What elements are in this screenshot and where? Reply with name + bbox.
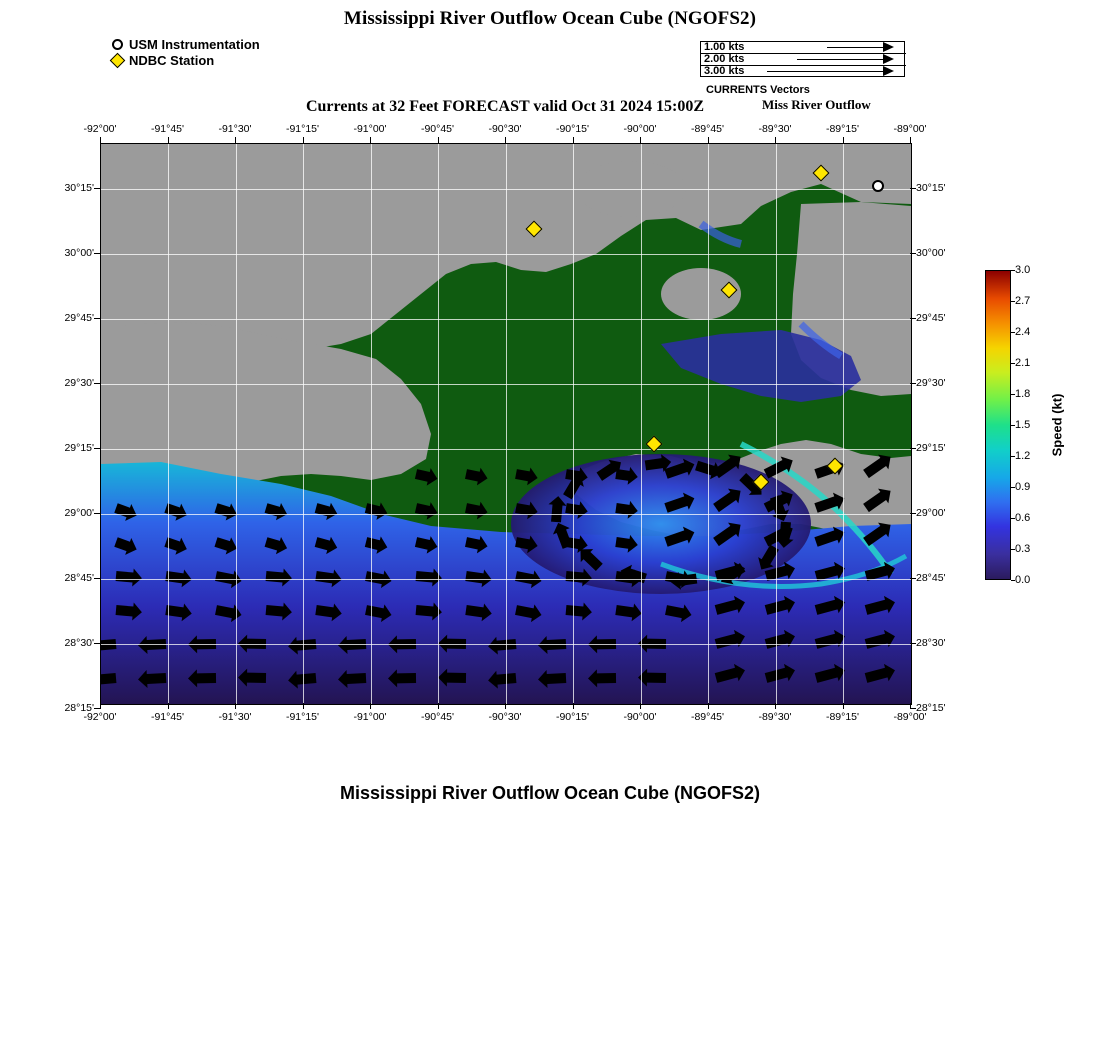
vector-arrow-head-icon-3 bbox=[883, 66, 894, 76]
colorbar-tick-label: 0.9 bbox=[1015, 481, 1031, 493]
colorbar-tick-label: 2.4 bbox=[1015, 326, 1031, 338]
colorbar-tick-label: 2.7 bbox=[1015, 295, 1031, 307]
x-tick-mark bbox=[910, 137, 911, 143]
x-tick-mark bbox=[505, 703, 506, 709]
x-tick-mark bbox=[505, 137, 506, 143]
vector-arrow-head-icon-2 bbox=[883, 54, 894, 64]
map-layers bbox=[101, 144, 911, 704]
y-tick-label: 29°30' bbox=[64, 377, 94, 389]
gridline-vertical bbox=[303, 144, 304, 704]
x-tick-mark bbox=[573, 137, 574, 143]
gridline-vertical bbox=[236, 144, 237, 704]
vector-arrow-shaft-1 bbox=[827, 47, 887, 48]
x-tick-mark bbox=[370, 137, 371, 143]
x-tick-label: -92°00' bbox=[83, 711, 117, 723]
gridline-vertical bbox=[438, 144, 439, 704]
y-tick-mark bbox=[94, 708, 100, 709]
x-tick-mark bbox=[775, 137, 776, 143]
colorbar-tick-label: 0.6 bbox=[1015, 512, 1031, 524]
usm-instrumentation-1[interactable] bbox=[872, 180, 884, 192]
x-tick-mark bbox=[168, 137, 169, 143]
y-tick-label: 28°45' bbox=[64, 572, 94, 584]
gridline-vertical bbox=[708, 144, 709, 704]
gridline-horizontal bbox=[101, 644, 911, 645]
y-tick-mark bbox=[94, 643, 100, 644]
gridline-horizontal bbox=[101, 579, 911, 580]
x-tick-mark bbox=[640, 703, 641, 709]
gridline-vertical bbox=[168, 144, 169, 704]
y-tick-mark bbox=[94, 513, 100, 514]
x-tick-label: -89°00' bbox=[893, 123, 927, 135]
legend-usm-label: USM Instrumentation bbox=[129, 37, 260, 52]
y-tick-mark bbox=[910, 513, 916, 514]
x-tick-mark bbox=[303, 137, 304, 143]
gridline-horizontal bbox=[101, 449, 911, 450]
legend-ndbc-label: NDBC Station bbox=[129, 53, 215, 68]
y-tick-mark bbox=[910, 188, 916, 189]
gridline-horizontal bbox=[101, 514, 911, 515]
vector-scale-key bbox=[700, 41, 905, 77]
x-tick-label: -89°45' bbox=[690, 123, 725, 135]
y-tick-mark bbox=[94, 188, 100, 189]
y-tick-mark bbox=[910, 708, 916, 709]
vector-key-row-3 bbox=[701, 66, 906, 78]
x-tick-label: -90°15' bbox=[555, 711, 590, 723]
y-tick-label: 29°15' bbox=[916, 442, 946, 454]
colorbar-tick-mark bbox=[1011, 363, 1015, 364]
corner-label: Miss River Outflow bbox=[762, 97, 871, 112]
x-tick-label: -91°15' bbox=[285, 711, 320, 723]
y-tick-label: 28°15' bbox=[64, 702, 94, 714]
y-tick-label: 30°00' bbox=[916, 247, 946, 259]
x-tick-label: -89°00' bbox=[893, 711, 927, 723]
x-tick-label: -90°45' bbox=[420, 711, 455, 723]
x-tick-label: -90°30' bbox=[488, 711, 522, 723]
colorbar-tick-mark bbox=[1011, 487, 1015, 488]
y-tick-mark bbox=[910, 318, 916, 319]
x-tick-mark bbox=[708, 703, 709, 709]
x-tick-mark bbox=[370, 703, 371, 709]
x-tick-label: -91°15' bbox=[285, 123, 320, 135]
x-tick-mark bbox=[100, 137, 101, 143]
x-tick-mark bbox=[640, 137, 641, 143]
x-tick-mark bbox=[438, 137, 439, 143]
x-tick-mark bbox=[843, 137, 844, 143]
y-tick-mark bbox=[94, 253, 100, 254]
x-tick-label: -91°00' bbox=[353, 123, 387, 135]
bottom-title: Mississippi River Outflow Ocean Cube (NGOFS2) bbox=[339, 783, 761, 803]
y-tick-label: 30°00' bbox=[64, 247, 94, 259]
gridline-horizontal bbox=[101, 384, 911, 385]
x-tick-label: -90°45' bbox=[420, 123, 455, 135]
x-tick-mark bbox=[843, 703, 844, 709]
gridline-vertical bbox=[371, 144, 372, 704]
y-tick-label: 29°15' bbox=[64, 442, 94, 454]
colorbar-tick-label: 1.8 bbox=[1015, 388, 1031, 400]
diamond-marker-icon bbox=[110, 53, 126, 69]
x-tick-label: -91°30' bbox=[218, 711, 252, 723]
x-tick-label: -89°30' bbox=[758, 123, 792, 135]
x-tick-label: -92°00' bbox=[83, 123, 117, 135]
gridline-vertical bbox=[506, 144, 507, 704]
gridline-vertical bbox=[843, 144, 844, 704]
map-canvas[interactable] bbox=[100, 143, 912, 705]
legend-item-ndbc bbox=[112, 53, 214, 68]
vector-arrow-shaft-3 bbox=[767, 71, 887, 72]
x-tick-label: -90°00' bbox=[623, 123, 657, 135]
colorbar-tick-label: 0.0 bbox=[1015, 574, 1031, 586]
colorbar-tick-mark bbox=[1011, 425, 1015, 426]
x-tick-mark bbox=[708, 137, 709, 143]
x-tick-label: -91°45' bbox=[150, 711, 185, 723]
y-tick-label: 29°45' bbox=[916, 312, 946, 324]
y-tick-mark bbox=[910, 643, 916, 644]
colorbar-gradient bbox=[985, 270, 1011, 580]
y-tick-label: 29°45' bbox=[64, 312, 94, 324]
colorbar-tick-mark bbox=[1011, 580, 1015, 581]
colorbar-tick-label: 1.5 bbox=[1015, 419, 1031, 431]
y-tick-mark bbox=[94, 578, 100, 579]
x-tick-mark bbox=[303, 703, 304, 709]
colorbar-tick-mark bbox=[1011, 270, 1015, 271]
colorbar-tick-label: 0.3 bbox=[1015, 543, 1031, 555]
vector-arrow-head-icon-1 bbox=[883, 42, 894, 52]
y-tick-mark bbox=[910, 578, 916, 579]
x-tick-label: -89°15' bbox=[825, 123, 860, 135]
gridline-horizontal bbox=[101, 254, 911, 255]
x-tick-label: -91°00' bbox=[353, 711, 387, 723]
y-tick-label: 29°30' bbox=[916, 377, 946, 389]
y-tick-label: 29°00' bbox=[64, 507, 94, 519]
x-tick-label: -90°00' bbox=[623, 711, 657, 723]
x-tick-label: -91°30' bbox=[218, 123, 252, 135]
gridline-vertical bbox=[573, 144, 574, 704]
y-tick-mark bbox=[94, 318, 100, 319]
x-tick-mark bbox=[235, 703, 236, 709]
vector-key-label-3: 3.00 kts bbox=[704, 65, 745, 77]
colorbar-tick-label: 2.1 bbox=[1015, 357, 1031, 369]
y-tick-label: 29°00' bbox=[916, 507, 946, 519]
x-tick-mark bbox=[168, 703, 169, 709]
x-tick-label: -89°30' bbox=[758, 711, 792, 723]
y-tick-label: 28°15' bbox=[916, 702, 946, 714]
chart-subtitle: Currents at 32 Feet FORECAST valid Oct 31 2024 15:00Z bbox=[305, 98, 705, 115]
vector-arrow-shaft-2 bbox=[797, 59, 887, 60]
vector-key-label-1: 1.00 kts bbox=[704, 41, 745, 53]
vector-key-caption: CURRENTS Vectors bbox=[706, 84, 810, 96]
x-tick-mark bbox=[100, 703, 101, 709]
x-tick-label: -90°15' bbox=[555, 123, 590, 135]
colorbar-tick-mark bbox=[1011, 456, 1015, 457]
colorbar-tick-mark bbox=[1011, 394, 1015, 395]
y-tick-label: 28°30' bbox=[916, 637, 946, 649]
y-tick-label: 28°30' bbox=[64, 637, 94, 649]
colorbar-tick-mark bbox=[1011, 518, 1015, 519]
gridline-vertical bbox=[776, 144, 777, 704]
gridline-horizontal bbox=[101, 189, 911, 190]
colorbar-tick-mark bbox=[1011, 301, 1015, 302]
x-tick-label: -89°45' bbox=[690, 711, 725, 723]
y-tick-label: 30°15' bbox=[64, 182, 94, 194]
circle-marker-icon bbox=[112, 39, 123, 50]
x-tick-mark bbox=[235, 137, 236, 143]
y-tick-mark bbox=[910, 253, 916, 254]
x-tick-mark bbox=[573, 703, 574, 709]
y-tick-mark bbox=[910, 448, 916, 449]
colorbar-title: Speed (kt) bbox=[1049, 393, 1065, 457]
legend-item-usm bbox=[112, 37, 260, 52]
x-tick-mark bbox=[775, 703, 776, 709]
x-tick-mark bbox=[438, 703, 439, 709]
vector-key-label-2: 2.00 kts bbox=[704, 53, 745, 65]
y-tick-label: 30°15' bbox=[916, 182, 946, 194]
x-tick-label: -91°45' bbox=[150, 123, 185, 135]
colorbar-tick-mark bbox=[1011, 332, 1015, 333]
y-tick-mark bbox=[94, 448, 100, 449]
colorbar-tick-label: 1.2 bbox=[1015, 450, 1031, 462]
page-title: Mississippi River Outflow Ocean Cube (NGOFS2) bbox=[343, 8, 757, 29]
gridline-horizontal bbox=[101, 319, 911, 320]
gridline-vertical bbox=[641, 144, 642, 704]
y-tick-label: 28°45' bbox=[916, 572, 946, 584]
x-tick-label: -89°15' bbox=[825, 711, 860, 723]
y-tick-mark bbox=[94, 383, 100, 384]
colorbar-tick-mark bbox=[1011, 549, 1015, 550]
x-tick-label: -90°30' bbox=[488, 123, 522, 135]
y-tick-mark bbox=[910, 383, 916, 384]
colorbar-tick-label: 3.0 bbox=[1015, 264, 1031, 276]
